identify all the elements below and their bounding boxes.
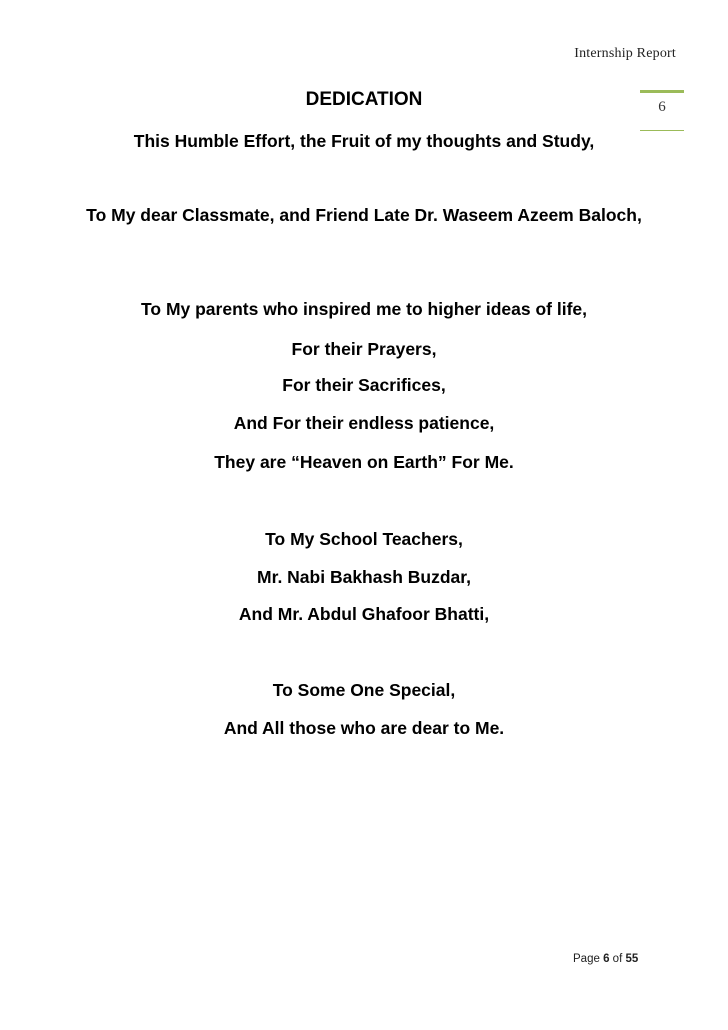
footer-page-current: 6 [603, 953, 610, 965]
footer-page-total: 55 [625, 953, 639, 965]
dedication-line: To My School Teachers, [265, 529, 463, 549]
running-header-title: Internship Report [574, 46, 676, 61]
dedication-line: And All those who are dear to Me. [223, 718, 505, 738]
dedication-line: This Humble Effort, the Fruit of my thoughts and Study, [133, 131, 595, 151]
dedication-line: To Some One Special, [272, 680, 456, 700]
dedication-line: And For their endless patience, [233, 413, 495, 433]
dedication-line: For their Sacrifices, [282, 375, 446, 395]
page-footer [573, 953, 638, 965]
dedication-line: To My dear Classmate, and Friend Late Dr. Waseem Azeem Baloch, [86, 205, 642, 225]
dedication-title-text: DEDICATION [305, 89, 423, 110]
dedication-line: To My parents who inspired me to higher ideas of life, [141, 299, 587, 319]
footer-of-word: of [612, 953, 623, 965]
footer-page-word: Page [573, 953, 600, 965]
dedication-line: For their Prayers, [291, 339, 437, 359]
dedication-line: Mr. Nabi Bakhash Buzdar, [257, 567, 471, 587]
dedication-line: And Mr. Abdul Ghafoor Bhatti, [238, 604, 490, 624]
dedication-title [0, 89, 728, 111]
header-accent-rule-bottom [640, 130, 684, 131]
header-page-number: 6 [658, 99, 666, 115]
dedication-line: They are “Heaven on Earth” For Me. [214, 452, 514, 472]
